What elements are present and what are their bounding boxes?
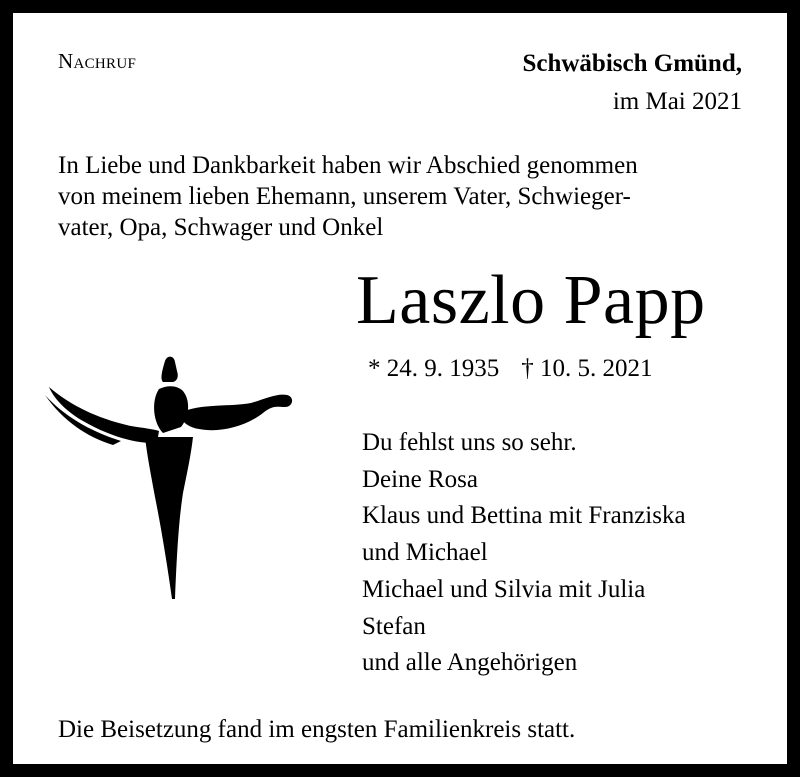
birth-date: * 24. 9. 1935 — [368, 355, 500, 382]
burial-note: Die Beisetzung fand im engsten Familienkreis statt. — [58, 716, 576, 743]
deceased-name: Laszlo Papp — [356, 262, 706, 339]
survivors-line: Deine Rosa — [362, 465, 478, 493]
intro-line: von meinem lieben Ehemann, unserem Vater, Schwieger- — [58, 183, 631, 210]
survivors-line: Stefan — [362, 612, 426, 640]
notice-date: im Mai 2021 — [612, 88, 742, 115]
survivors-list — [362, 425, 686, 682]
survivors-line: Michael und Silvia mit Julia — [362, 575, 646, 603]
survivors-line: und Michael — [362, 539, 488, 567]
intro-line: In Liebe und Dankbarkeit haben wir Abschied genommen — [58, 152, 638, 179]
notice-place: Schwäbisch Gmünd, — [522, 50, 742, 77]
intro-text — [58, 150, 773, 243]
survivors-line: Du fehlst uns so sehr. — [362, 429, 577, 456]
notice-heading: Nachruf — [58, 49, 137, 73]
survivors-line: und alle Angehörigen — [362, 649, 578, 677]
intro-line: vater, Opa, Schwager und Onkel — [58, 214, 384, 241]
death-date: † 10. 5. 2021 — [521, 355, 653, 382]
survivors-line: Klaus und Bettina mit Franziska — [362, 502, 686, 530]
life-dates — [368, 354, 653, 384]
stylized-cross-figure-icon — [41, 351, 296, 603]
